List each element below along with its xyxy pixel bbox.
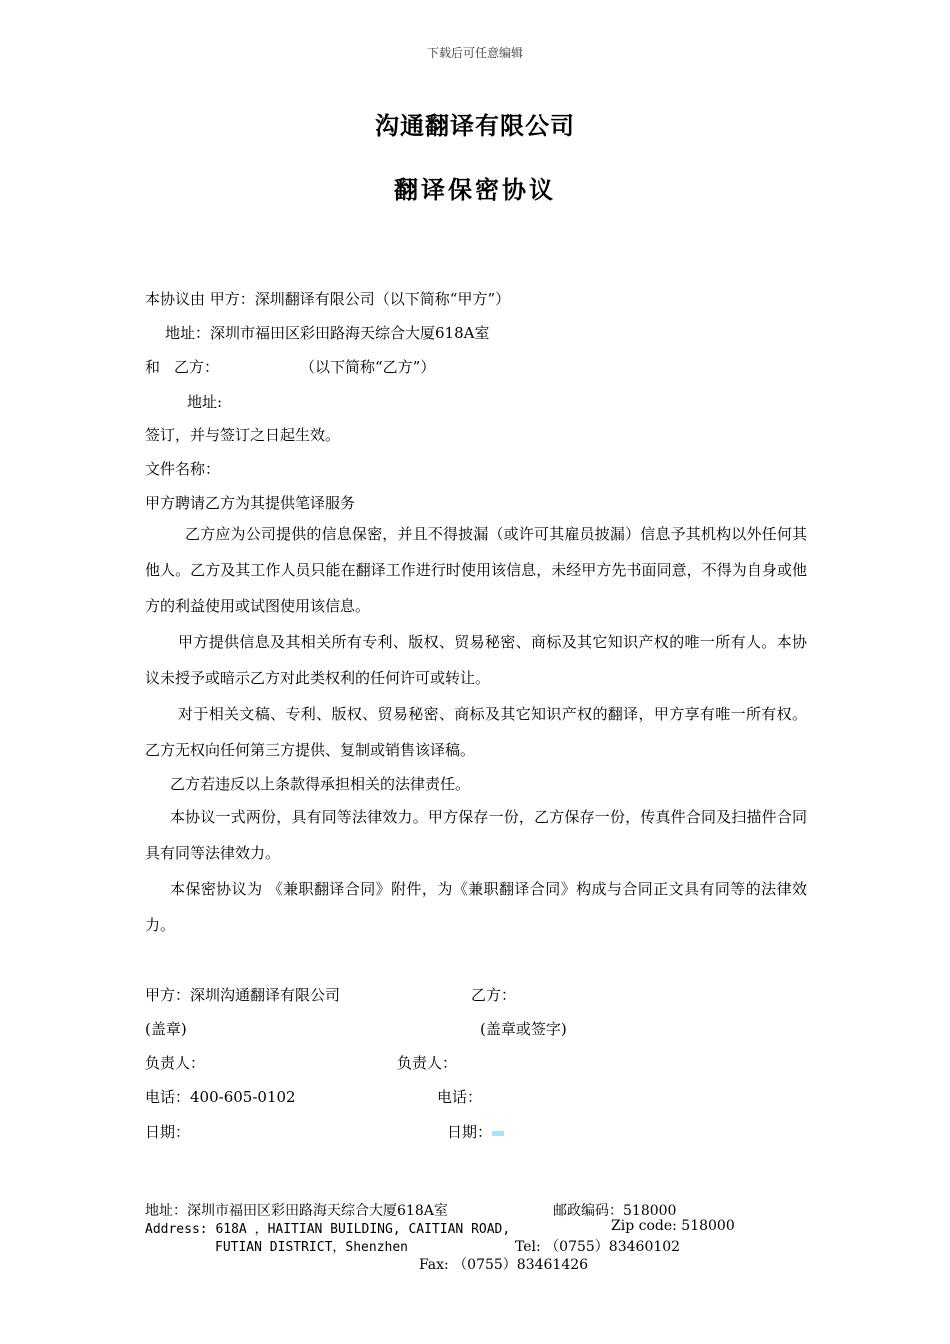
party-b-seal: (盖章或签字) bbox=[480, 1020, 567, 1038]
footer-postcode-cn: 邮政编码：518000 bbox=[553, 1203, 677, 1219]
party-b-person: 负责人： bbox=[397, 1054, 458, 1072]
party-a-name: 甲方：深圳沟通翻译有限公司 bbox=[145, 986, 341, 1004]
footer-address-cn: 地址：深圳市福田区彩田路海天综合大厦618A室 bbox=[145, 1203, 448, 1219]
party-a-seal: (盖章) bbox=[145, 1020, 187, 1038]
clause-translation-rights: 对于相关文稿、专利、版权、贸易秘密、商标及其它知识产权的翻译，甲方享有唯一所有权。乙方无权向任何第三方提供、复制或销售该译稿。 bbox=[145, 705, 807, 759]
footer-fax: Fax: （0755）83461426 bbox=[419, 1257, 589, 1273]
party-a-line: 本协议由 甲方：深圳翻译有限公司（以下简称“甲方”） bbox=[145, 290, 511, 308]
party-b-label: 乙方： bbox=[174, 358, 220, 376]
party-a-address: 地址：深圳市福田区彩田路海天综合大厦618A室 bbox=[165, 324, 490, 342]
footer-tel: Tel: （0755）83460102 bbox=[515, 1239, 681, 1255]
footer-address-en-line2: FUTIAN DISTRICT，Shenzhen bbox=[215, 1240, 409, 1255]
header-note: 下载后可任意编辑 bbox=[426, 46, 523, 60]
party-b-and: 和 bbox=[145, 358, 161, 376]
document-title: 翻译保密协议 bbox=[394, 175, 556, 204]
signed-line: 签订，并与签订之日起生效。 bbox=[145, 426, 341, 444]
date-highlight-mark bbox=[492, 1131, 504, 1136]
party-b-address: 地址: bbox=[187, 393, 223, 411]
party-a-phone: 电话：400-605-0102 bbox=[145, 1088, 296, 1106]
footer-address-en-line1: Address: 618A ，HAITIAN BUILDING, CAITIAN ROAD, bbox=[145, 1222, 511, 1237]
party-a-date: 日期： bbox=[145, 1123, 191, 1141]
footer-zip-en: Zip code: 518000 bbox=[611, 1218, 735, 1234]
party-b-phone: 电话： bbox=[437, 1088, 483, 1106]
party-b-abbr: （以下简称“乙方”） bbox=[300, 358, 436, 376]
company-title: 沟通翻译有限公司 bbox=[375, 111, 575, 140]
clause-confidentiality: 乙方应为公司提供的信息保密，并且不得披漏（或许可其雇员披漏）信息予其机构以外任何其他人。乙方及其工作人员只能在翻译工作进行时使用该信息，未经甲方先书面同意，不得为自身或他方的利益使用或试图使用该信息。 bbox=[145, 525, 807, 615]
file-name-label: 文件名称： bbox=[145, 460, 221, 478]
party-b-name: 乙方： bbox=[471, 986, 517, 1004]
clause-attachment: 本保密协议为 《兼职翻译合同》附件，为《兼职翻译合同》构成与合同正文具有同等的法律效力。 bbox=[145, 880, 807, 934]
clause-liability: 乙方若违反以上条款得承担相关的法律责任。 bbox=[170, 775, 471, 793]
clause-copies: 本协议一式两份，具有同等法律效力。甲方保存一份，乙方保存一份，传真件合同及扫描件合同具有同等法律效力。 bbox=[145, 808, 807, 862]
party-b-date bbox=[447, 1121, 504, 1142]
party-b-date-label: 日期： bbox=[447, 1123, 493, 1141]
service-line: 甲方聘请乙方为其提供笔译服务 bbox=[145, 494, 356, 512]
party-a-person: 负责人： bbox=[145, 1054, 206, 1072]
clause-ownership: 甲方提供信息及其相关所有专利、版权、贸易秘密、商标及其它知识产权的唯一所有人。本协议未授予或暗示乙方对此类权利的任何许可或转让。 bbox=[145, 633, 807, 687]
